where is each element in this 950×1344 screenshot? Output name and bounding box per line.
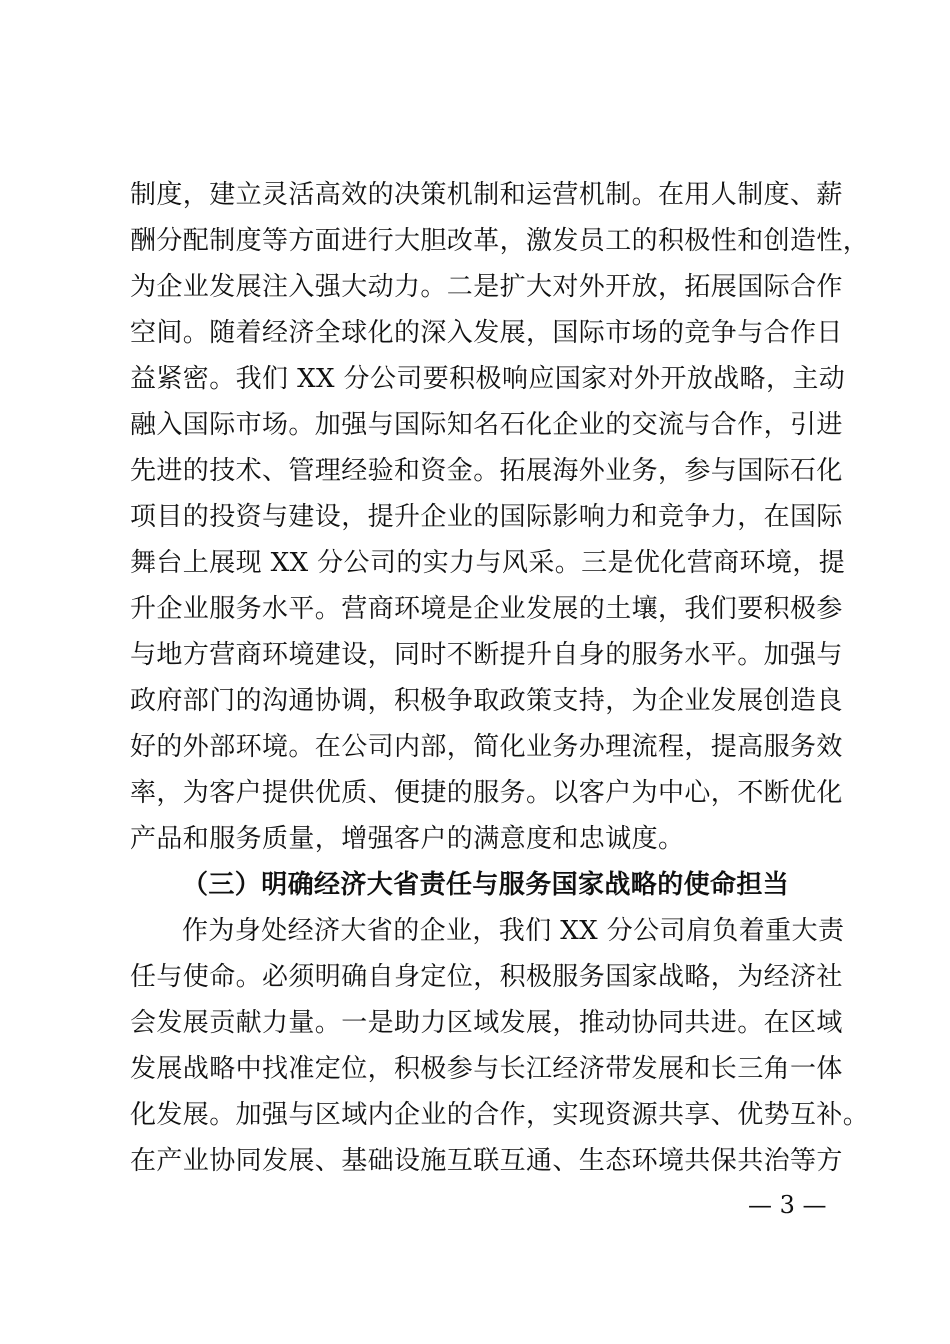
- body-line: 率，为客户提供优质、便捷的服务。以客户为中心，不断优化: [130, 778, 843, 808]
- body-line: 作为身处经济大省的企业，我们 XX 分公司肩负着重大责: [182, 916, 845, 946]
- body-line: 制度，建立灵活高效的决策机制和运营机制。在用人制度、薪: [130, 180, 843, 210]
- body-line: 项目的投资与建设，提升企业的国际影响力和竞争力，在国际: [130, 502, 843, 532]
- body-line: 舞台上展现 XX 分公司的实力与风采。三是优化营商环境，提: [130, 548, 846, 578]
- body-line: 好的外部环境。在公司内部，简化业务办理流程，提高服务效: [130, 732, 843, 762]
- body-line: 酬分配制度等方面进行大胆改革，激发员工的积极性和创造性，: [130, 226, 870, 256]
- body-line: 产品和服务质量，增强客户的满意度和忠诚度。: [130, 824, 685, 854]
- body-line: 空间。随着经济全球化的深入发展，国际市场的竞争与合作日: [130, 318, 843, 348]
- body-line: 与地方营商环境建设，同时不断提升自身的服务水平。加强与: [130, 640, 843, 670]
- body-line: 化发展。加强与区域内企业的合作，实现资源共享、优势互补。: [130, 1100, 870, 1130]
- body-line: 政府部门的沟通协调，积极争取政策支持，为企业发展创造良: [130, 686, 843, 716]
- body-line: 为企业发展注入强大动力。二是扩大对外开放，拓展国际合作: [130, 272, 843, 302]
- body-line: 在产业协同发展、基础设施互联互通、生态环境共保共治等方: [130, 1146, 843, 1176]
- body-line: 先进的技术、管理经验和资金。拓展海外业务，参与国际石化: [130, 456, 843, 486]
- body-line: 融入国际市场。加强与国际知名石化企业的交流与合作，引进: [130, 410, 843, 440]
- body-line: 升企业服务水平。营商环境是企业发展的土壤，我们要积极参: [130, 594, 843, 624]
- page-number: — 3 —: [748, 1191, 827, 1219]
- body-line: 益紧密。我们 XX 分公司要积极响应国家对外开放战略，主动: [130, 364, 846, 394]
- section-heading: （三）明确经济大省责任与服务国家战略的使命担当: [182, 870, 790, 900]
- body-line: 任与使命。必须明确自身定位，积极服务国家战略，为经济社: [130, 962, 843, 992]
- body-line: 会发展贡献力量。一是助力区域发展，推动协同共进。在区域: [130, 1008, 843, 1038]
- body-line: 发展战略中找准定位，积极参与长江经济带发展和长三角一体: [130, 1054, 843, 1084]
